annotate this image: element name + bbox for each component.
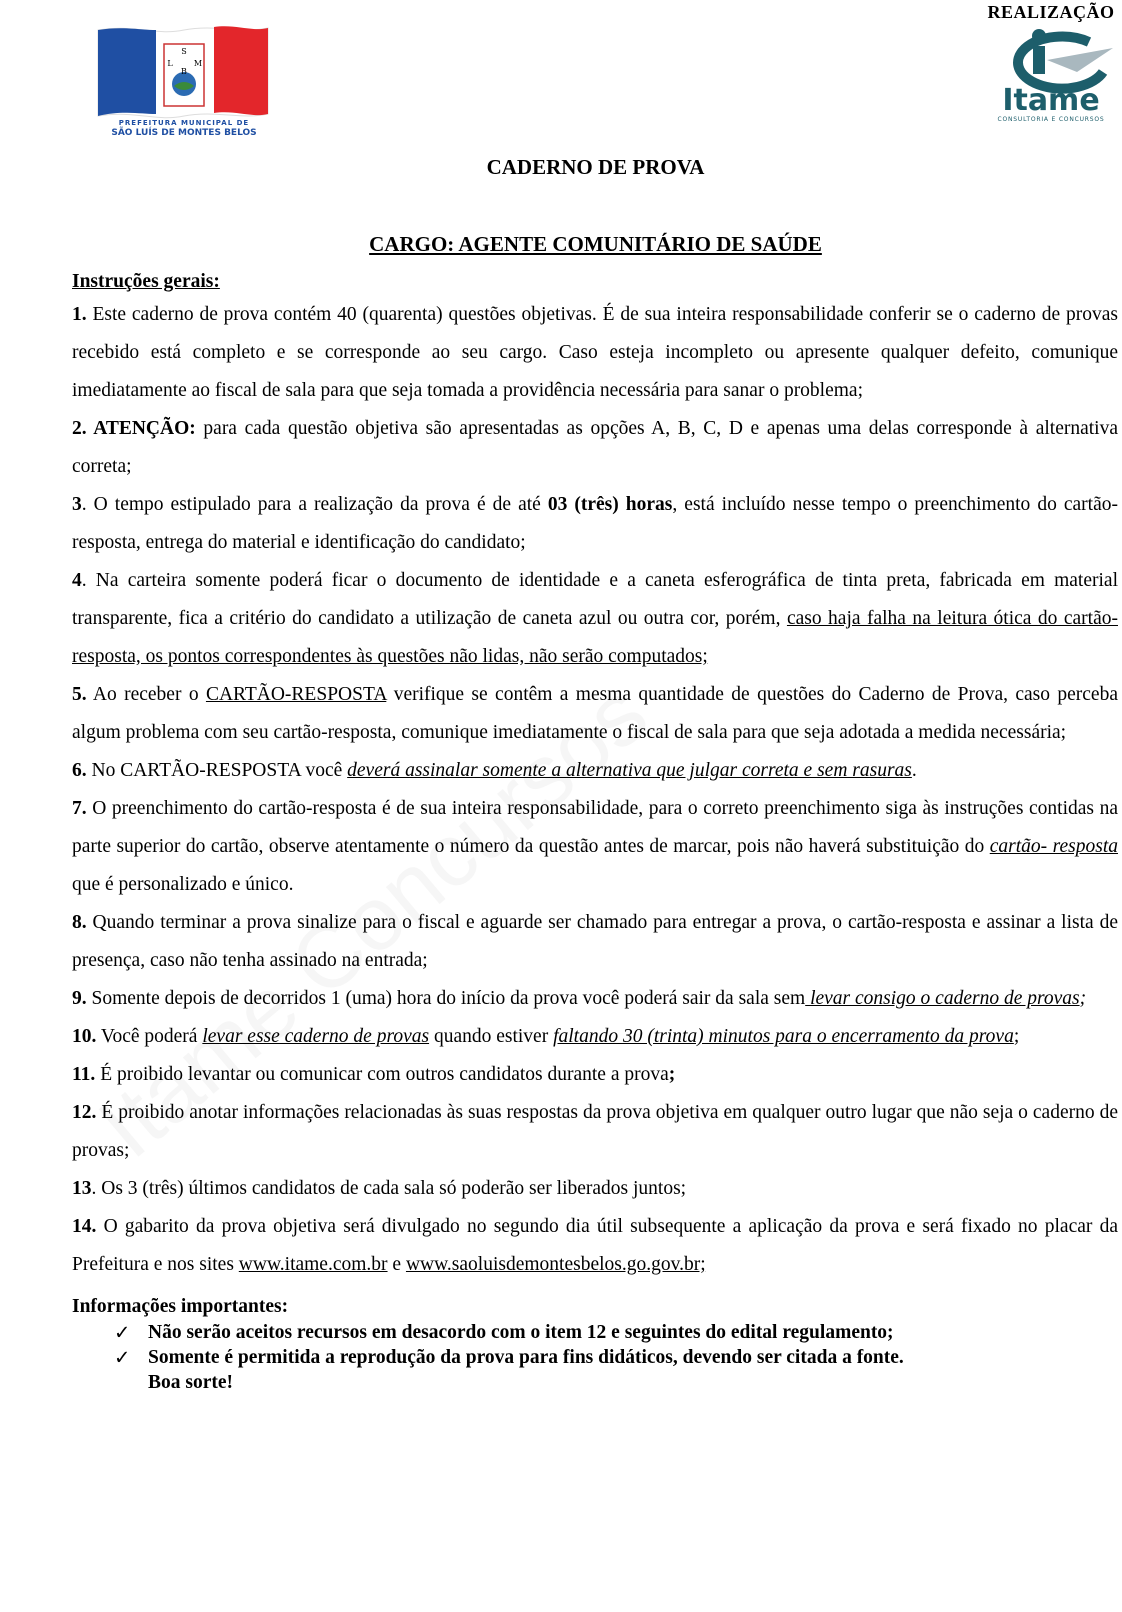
instruction-item (72, 1018, 1118, 1056)
instruction-number: 12. (72, 1102, 97, 1123)
instruction-text: www.saoluisdemontesbelos.go.gov.br; (405, 1254, 706, 1275)
info-item-text: Não serão aceitos recursos em desacordo com o item 12 e seguintes do edital regulamento; (148, 1322, 894, 1343)
municipality-logo (96, 22, 272, 140)
instruction-item (72, 790, 1118, 904)
itame-emblem-icon (985, 2, 1117, 126)
instruction-text: ; (668, 1064, 676, 1085)
instruction-number: 14. (72, 1216, 97, 1237)
instruction-number: 5. (72, 684, 87, 705)
instruction-text: CARTÃO-RESPOSTA (205, 684, 387, 705)
instruction-item (72, 296, 1118, 410)
instruction-text: No CARTÃO-RESPOSTA você (86, 760, 348, 781)
logo-letter-m: M (193, 59, 203, 68)
instruction-text: , está incluído nesse tempo o preenchimento do cartão-resposta, entrega do material e identificação do candidato; (72, 494, 1118, 553)
realizacao-label: REALIZAÇÃO (987, 2, 1115, 22)
instruction-item (72, 676, 1118, 752)
instruction-text: Ao receber o (86, 684, 206, 705)
checkmark-icon: ✓ (114, 1346, 131, 1369)
info-item (114, 1345, 1118, 1370)
instruction-text: e (387, 1254, 406, 1275)
instruction-text: verifique se contêm a mesma quantidade de questões do Caderno de Prova, caso perceba algum problema com seu cartão-resposta, comunique imediatamente o fiscal de sala para que seja adotada a medida necessária; (72, 684, 1118, 743)
instruction-text: ; (1079, 988, 1087, 1009)
instruction-item (72, 1170, 1118, 1208)
cargo-title: CARGO: AGENTE COMUNITÁRIO DE SAÚDE (369, 232, 822, 256)
instruction-text: quando estiver (429, 1026, 554, 1047)
instruction-text: O gabarito da prova objetiva será divulgado no segundo dia útil subsequente a aplicação da prova e será fixado no placar da Prefeitura e nos sites (72, 1216, 1118, 1275)
instruction-text: caso haja falha na leitura ótica do cartão-resposta, os pontos correspondentes às questões não lidas, não serão computados; (72, 608, 1118, 667)
instruction-number: 8. (72, 912, 87, 933)
instruction-text: . Os 3 (três) últimos candidatos de cada sala só poderão ser liberados juntos; (91, 1178, 687, 1199)
flag-emblem-icon (96, 22, 272, 140)
instruction-item (72, 410, 1118, 486)
logo-letter-l: L (167, 59, 173, 68)
instruction-text: ATENÇÃO: (86, 418, 196, 439)
instruction-text: levar esse caderno de provas (202, 1026, 430, 1047)
instruction-number: 11. (72, 1064, 96, 1085)
instruction-number: 3 (72, 494, 82, 515)
instruction-text: Este caderno de prova contém 40 (quarenta) questões objetivas. É de sua inteira responsabilidade conferir se o caderno de provas recebido está completo e se corresponde ao seu cargo. Caso esteja incompleto ou apresente qualquer defeito, comunique imediatamente ao fiscal de sala para que seja tomada a providência necessária para sanar o problema; (72, 304, 1118, 401)
instruction-text: ; (1013, 1026, 1020, 1047)
instruction-item (72, 486, 1118, 562)
instruction-number: 2. (72, 418, 87, 439)
instructions-body (72, 268, 1118, 1395)
page-title: CADERNO DE PROVA (486, 155, 705, 179)
instruction-list (72, 296, 1118, 1284)
instruction-text: Somente depois de decorridos 1 (uma) hora do início da prova você poderá sair da sala sem (86, 988, 806, 1009)
info-item-text: Somente é permitida a reprodução da prova para fins didáticos, devendo ser citada a fonte. (148, 1347, 904, 1368)
checkmark-icon: ✓ (114, 1321, 131, 1344)
instruction-text: para cada questão objetiva são apresentadas as opções A, B, C, D e apenas uma delas corresponde à alternativa correta; (72, 418, 1119, 477)
instruction-text: . O tempo estipulado para a realização da prova é de até (81, 494, 548, 515)
logo-letter-s: S (181, 47, 187, 56)
info-item (114, 1320, 1118, 1345)
logo-caption-line1: PREFEITURA MUNICIPAL DE (118, 119, 250, 127)
instruction-number: 7. (72, 798, 87, 819)
instruction-text: 03 (três) horas (547, 494, 673, 515)
itame-logo (985, 2, 1117, 126)
info-heading: Informações importantes: (72, 1296, 289, 1317)
instruction-text: que é personalizado e único. (72, 874, 294, 895)
instruction-item (72, 562, 1118, 676)
instruction-text: Você poderá (96, 1026, 203, 1047)
instruction-number: 10. (72, 1026, 97, 1047)
logo-caption-line2: SÃO LUÍS DE MONTES BELOS (111, 128, 257, 138)
instruction-text: faltando 30 (trinta) minutos para o encerramento da prova (553, 1026, 1014, 1047)
instruction-item (72, 904, 1118, 980)
instruction-text: . (911, 760, 917, 781)
instruction-text: www.itame.com.br (238, 1254, 388, 1275)
instruction-text: levar consigo o caderno de provas (805, 988, 1080, 1009)
instruction-text: . Na carteira somente poderá ficar o documento de identidade e a caneta esferográfica de tinta preta, fabricada em material transparente, fica a critério do candidato a utilização de caneta azul ou outra cor, porém, (72, 570, 1118, 629)
instruction-item (72, 752, 1118, 790)
instruction-text: deverá assinalar somente a alternativa que julgar correta e sem rasuras (347, 760, 912, 781)
instruction-text: É proibido anotar informações relacionadas às suas respostas da prova objetiva em qualquer outro lugar que não seja o caderno de provas; (72, 1102, 1118, 1161)
instruction-item (72, 1208, 1118, 1284)
instruction-number: 6. (72, 760, 87, 781)
closing-text: Boa sorte! (148, 1372, 234, 1393)
instruction-text: Quando terminar a prova sinalize para o fiscal e aguarde ser chamado para entregar a prova, o cartão-resposta e assinar a lista de presença, caso não tenha assinado na entrada; (72, 912, 1118, 971)
itame-name: Itame (1002, 83, 1100, 118)
instruction-number: 13 (72, 1178, 92, 1199)
instruction-text: É proibido levantar ou comunicar com outros candidatos durante a prova (95, 1064, 669, 1085)
instruction-number: 4 (72, 570, 82, 591)
instruction-item (72, 1094, 1118, 1170)
instruction-item (72, 1056, 1118, 1094)
instruction-text: O preenchimento do cartão-resposta é de sua inteira responsabilidade, para o correto preenchimento siga às instruções contidas na parte superior do cartão, observe atentamente o número da questão antes de marcar, pois não haverá substituição do (72, 798, 1118, 857)
instruction-number: 9. (72, 988, 87, 1009)
instructions-heading: Instruções gerais: (72, 271, 220, 292)
itame-tagline: CONSULTORIA E CONCURSOS (997, 116, 1105, 123)
instruction-text: cartão- resposta (989, 836, 1118, 857)
instruction-number: 1. (72, 304, 87, 325)
logo-letter-b: B (181, 67, 187, 76)
info-list (72, 1320, 1118, 1370)
instruction-item (72, 980, 1118, 1018)
